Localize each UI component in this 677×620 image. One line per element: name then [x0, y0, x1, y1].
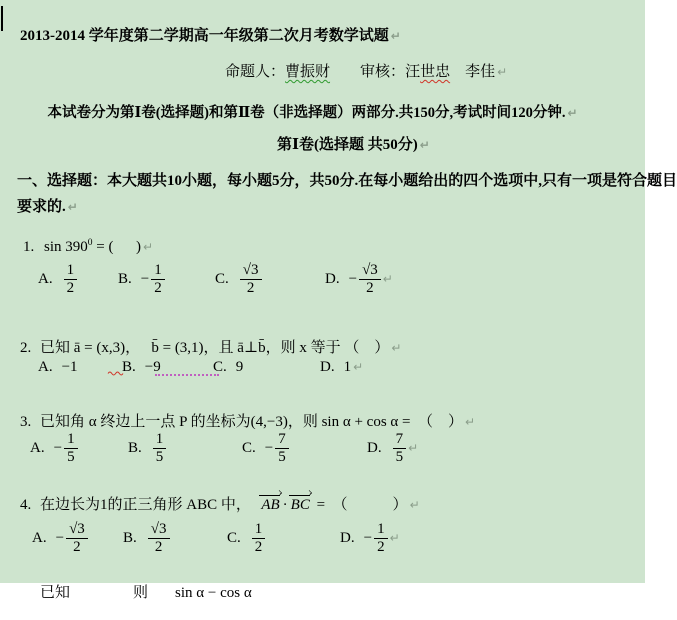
option-label: D. — [340, 529, 355, 546]
paragraph-mark-icon: ↵ — [390, 29, 401, 43]
option-b — [128, 424, 166, 472]
fraction-denominator: 2 — [254, 538, 263, 555]
option-label: C. — [213, 358, 227, 375]
grammar-dotted-underline — [155, 374, 219, 376]
fraction-denominator: 2 — [66, 279, 75, 296]
fraction-numerator: 1 — [64, 431, 78, 448]
question-1-superscript: 0 — [87, 238, 93, 248]
fraction-numerator: 1 — [151, 262, 165, 279]
paragraph-mark-icon: ↵ — [391, 341, 402, 355]
fraction-denominator: 2 — [154, 279, 162, 296]
fraction-numerator: √3 — [240, 262, 262, 279]
question-4-text: 在边长为1的正三角形 ABC 中， — [40, 497, 259, 513]
fraction — [151, 262, 165, 295]
fraction — [64, 262, 78, 295]
option-a — [38, 253, 77, 305]
vector-BC: BC — [290, 497, 310, 513]
option-label: D. — [325, 270, 340, 287]
fraction — [66, 521, 88, 554]
fraction-numerator: 1 — [252, 521, 266, 538]
part-title-text: 第Ⅰ卷(选择题 共50分) — [277, 137, 418, 153]
fraction — [275, 431, 289, 464]
fraction — [374, 521, 388, 554]
paragraph-mark-icon: ↵ — [67, 200, 78, 214]
question-3-options — [0, 424, 645, 472]
option-label: A. — [38, 358, 53, 375]
vector-AB: AB — [261, 497, 280, 513]
setter-label: 命题人： — [225, 64, 286, 80]
question-5-fraction-numerator — [160, 566, 252, 620]
fraction — [240, 262, 262, 295]
option-b — [123, 512, 170, 564]
option-label: C. — [227, 529, 241, 546]
scope-text: 本试卷分为第Ⅰ卷(选择题)和第Ⅱ卷（非选择题）两部分.共150分,考试时间120分钟. — [47, 105, 566, 122]
option-c — [215, 253, 262, 305]
fraction-numerator: 1 — [153, 431, 167, 448]
option-sign: − — [363, 529, 373, 546]
question-5-fragment-mid — [118, 566, 148, 620]
fraction-denominator: 5 — [155, 448, 164, 465]
reviewer-name-prefix: 汪 — [405, 64, 421, 80]
fraction-numerator: √3 — [359, 262, 381, 279]
question-5-math: sin α − cos α — [175, 585, 252, 601]
option-label: C. — [242, 439, 256, 456]
option-sign: − — [53, 439, 63, 456]
spellcheck-squiggle-mark — [108, 370, 123, 375]
question-1-number: 1. — [23, 239, 35, 255]
option-value: −9 — [144, 358, 161, 375]
fraction — [153, 431, 167, 464]
option-c — [227, 512, 265, 564]
option-label: C. — [215, 270, 229, 287]
paragraph-mark-icon: ↵ — [567, 106, 578, 121]
option-a — [38, 356, 78, 378]
exam-title: 2013-2014 学年度第二学期高一年级第二次月考数学试题 — [20, 28, 389, 44]
fraction-denominator: 2 — [377, 538, 385, 555]
option-b — [118, 253, 165, 305]
question-2-text: 已知 ā = (x,3)， b̄ = (3,1)，且 ā⊥b̄，则 x 等于 （ ） — [40, 340, 390, 356]
option-label: D. — [320, 358, 335, 375]
option-sign: − — [264, 439, 274, 456]
question-3-number: 3. — [20, 414, 32, 430]
option-label: A. — [30, 439, 45, 456]
byline-gap — [330, 64, 360, 80]
fraction-numerator: √3 — [148, 521, 170, 538]
option-label: B. — [128, 439, 142, 456]
option-label: A. — [38, 270, 53, 287]
option-value: 1 — [343, 358, 352, 375]
fraction-numerator: 1 — [64, 262, 78, 279]
fraction-numerator: 1 — [374, 521, 388, 538]
fraction-numerator: 7 — [275, 431, 289, 448]
paragraph-mark-icon: ↵ — [419, 138, 430, 152]
option-label: B. — [123, 529, 137, 546]
question-4-number: 4. — [20, 497, 32, 513]
fraction-denominator: 5 — [395, 448, 404, 465]
fraction-numerator: √3 — [66, 521, 88, 538]
question-1-options — [0, 253, 645, 305]
fraction — [148, 521, 170, 554]
paragraph-mark-icon: ↵ — [497, 65, 508, 79]
question-1-answer-blank: = ( ) — [92, 239, 141, 255]
option-sign: − — [55, 529, 65, 546]
fraction-denominator: 5 — [67, 448, 75, 465]
question-1-math: sin 390 — [44, 239, 88, 255]
fraction-numerator: 7 — [393, 431, 407, 448]
byline-gap2 — [450, 64, 465, 80]
option-a — [32, 512, 88, 564]
paragraph-mark-icon: ↵ — [142, 240, 154, 254]
fraction-denominator: 2 — [366, 279, 374, 296]
reviewer2-name: 李佳 — [465, 64, 496, 80]
question-3-text: 已知角 α 终边上一点 P 的坐标为(4,−3)，则 sin α + cos α = （ ） — [40, 414, 463, 430]
section-heading-text2: 要求的. — [17, 199, 66, 215]
reviewer-name-marked: 世忠 — [420, 64, 451, 80]
setter-name: 曹振财 — [285, 64, 331, 80]
option-d — [367, 424, 418, 472]
question-4-options — [0, 512, 645, 564]
option-a — [30, 424, 78, 472]
option-d — [320, 356, 363, 378]
question-5-text: 则 — [133, 585, 149, 601]
paragraph-mark-icon: ↵ — [409, 498, 420, 512]
option-label: A. — [32, 529, 47, 546]
paragraph-mark-icon: ↵ — [408, 441, 419, 455]
fraction-denominator: 2 — [246, 279, 255, 296]
option-c — [242, 424, 289, 472]
fraction-denominator: 2 — [73, 538, 81, 555]
section-heading-text1: 一、选择题：本大题共10小题，每小题5分，共50分.在每小题给出的四个选项中,只有一项是符合题目 — [17, 173, 677, 189]
paragraph-mark-icon: ↵ — [353, 360, 364, 374]
question-5-text: 已知 — [40, 585, 71, 601]
option-d — [340, 512, 400, 564]
fraction-denominator: 5 — [278, 448, 286, 465]
option-label: B. — [118, 270, 132, 287]
paragraph-mark-icon: ↵ — [389, 531, 400, 545]
option-label: D. — [367, 439, 382, 456]
paragraph-mark-icon: ↵ — [382, 272, 393, 286]
fraction — [252, 521, 266, 554]
dot-operator: · — [282, 497, 288, 513]
option-value: −1 — [61, 358, 78, 375]
option-label: B. — [122, 358, 136, 375]
option-d — [325, 253, 393, 305]
text-cursor — [1, 6, 3, 31]
fraction-denominator: 2 — [154, 538, 163, 555]
fraction — [359, 262, 381, 295]
option-sign: − — [140, 270, 150, 287]
fraction — [393, 431, 407, 464]
fraction — [64, 431, 78, 464]
question-5-fragment-left — [25, 566, 70, 620]
option-sign: − — [348, 270, 358, 287]
question-4-answer-blank: = （ ） — [312, 497, 408, 513]
section-heading-line1 — [2, 154, 677, 208]
reviewer-label: 审核： — [360, 64, 406, 80]
question-2-options — [0, 356, 645, 378]
option-value: 9 — [235, 358, 244, 375]
paragraph-mark-icon: ↵ — [464, 415, 476, 429]
question-2-number: 2. — [20, 340, 32, 356]
